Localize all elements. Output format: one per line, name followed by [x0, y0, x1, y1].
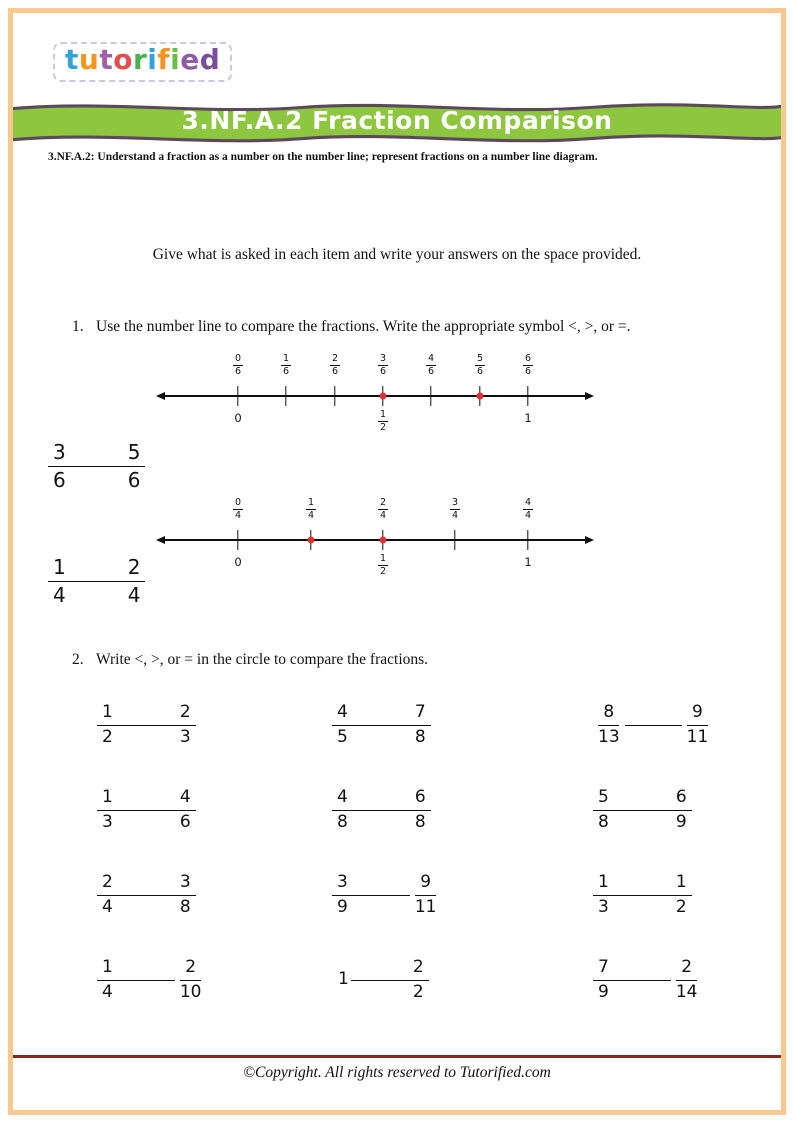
comparison-item — [97, 703, 196, 747]
tick-fraction-label: 6 6 — [524, 353, 532, 377]
question-text: Write <, >, or = in the circle to compare the fractions. — [96, 651, 429, 668]
left-fraction — [48, 441, 71, 492]
logo-letter: t — [65, 43, 79, 76]
answer-blank[interactable] — [118, 980, 175, 981]
fraction-denominator: 5 — [337, 726, 348, 747]
tick-fraction-label: 2 4 — [379, 497, 387, 521]
fraction-denominator: 6 — [127, 468, 141, 492]
tick-mark — [527, 386, 528, 406]
right-fraction — [410, 703, 431, 747]
title-banner — [13, 94, 781, 148]
fraction-numerator: 7 — [593, 958, 614, 981]
whole-number: 1 — [338, 969, 349, 990]
fraction-numerator: 8 — [598, 703, 619, 726]
question2-prompt — [72, 651, 428, 669]
fraction-numerator: 1 — [97, 788, 118, 811]
right-fraction — [175, 958, 207, 1002]
fraction-denominator: 8 — [414, 726, 426, 747]
left-fraction — [593, 703, 625, 747]
plotted-point-dot — [477, 393, 484, 400]
fraction-numerator: 5 — [123, 441, 146, 467]
comparison-item — [593, 703, 713, 747]
axis-label-half: 1 2 — [379, 409, 387, 433]
right-fraction — [410, 873, 442, 917]
tick-mark — [334, 386, 335, 406]
answer-blank[interactable] — [71, 466, 123, 467]
numberline2-comparison — [48, 556, 145, 607]
answer-blank[interactable] — [614, 895, 671, 896]
right-fraction — [175, 873, 196, 917]
question1-prompt — [72, 318, 631, 336]
logo-letter: u — [78, 43, 100, 76]
tutorified-logo — [53, 42, 232, 82]
left-fraction — [593, 958, 614, 1002]
fraction-numerator: 3 — [332, 873, 353, 896]
logo-letter: i — [147, 43, 158, 76]
question-number: 1. — [72, 318, 84, 335]
answer-blank[interactable] — [353, 895, 410, 896]
logo-letter: r — [132, 43, 148, 76]
arrow-right-icon — [585, 536, 594, 544]
right-fraction — [410, 788, 431, 832]
plotted-point-dot — [380, 393, 387, 400]
fraction-denominator: 4 — [102, 896, 113, 917]
left-fraction — [332, 703, 353, 747]
question-text: Use the number line to compare the fractions. Write the appropriate symbol <, >, or =. — [96, 318, 631, 335]
answer-blank[interactable] — [353, 725, 410, 726]
fraction-numerator: 2 — [676, 958, 697, 981]
fraction-numerator: 7 — [410, 703, 431, 726]
fraction-numerator: 1 — [593, 873, 614, 896]
logo-letter: t — [99, 43, 114, 76]
fraction-denominator: 13 — [598, 726, 620, 747]
logo-letter: f — [157, 43, 171, 76]
answer-blank[interactable] — [351, 980, 408, 981]
tick-fraction-label: 0 4 — [234, 497, 242, 521]
right-fraction — [175, 788, 196, 832]
tick-fraction-label: 3 4 — [451, 497, 459, 521]
fraction-numerator: 4 — [332, 703, 353, 726]
answer-blank[interactable] — [71, 581, 123, 582]
tick-fraction-label: 3 6 — [379, 353, 387, 377]
fraction-denominator: 4 — [127, 583, 141, 607]
axis-label-half: 1 2 — [379, 553, 387, 577]
tick-fraction-label: 1 6 — [282, 353, 290, 377]
fraction-denominator: 6 — [53, 468, 66, 492]
fraction-numerator: 1 — [671, 873, 692, 896]
left-fraction — [97, 703, 118, 747]
answer-blank[interactable] — [614, 810, 671, 811]
answer-blank[interactable] — [118, 725, 175, 726]
fraction-denominator: 10 — [179, 981, 202, 1002]
arrow-left-icon — [156, 536, 165, 544]
tick-fraction-label: 0 6 — [234, 353, 242, 377]
footer-divider — [13, 1055, 781, 1058]
logo-letter: d — [199, 43, 221, 76]
tick-fraction-label: 5 6 — [476, 353, 484, 377]
fraction-numerator: 3 — [48, 441, 71, 467]
comparison-item — [97, 958, 206, 1002]
tick-mark — [454, 530, 455, 550]
comparison-item — [593, 873, 692, 917]
right-fraction — [671, 958, 703, 1002]
axis-label-zero: 0 — [234, 411, 242, 425]
tick-fraction-label: 2 6 — [331, 353, 339, 377]
fraction-numerator: 1 — [97, 958, 118, 981]
right-fraction — [671, 788, 692, 832]
tick-fraction-label: 4 6 — [427, 353, 435, 377]
standard-description: 3.NF.A.2: Understand a fraction as a number on the number line; represent fractions on a number line diagram. — [48, 151, 598, 163]
fraction-denominator: 8 — [598, 811, 609, 832]
fraction-denominator: 2 — [675, 896, 687, 917]
tick-fraction-label: 1 4 — [307, 497, 315, 521]
left-fraction — [332, 873, 353, 917]
comparison-item — [332, 873, 441, 917]
fraction-denominator: 9 — [598, 981, 609, 1002]
fraction-denominator: 9 — [675, 811, 687, 832]
fraction-denominator: 3 — [102, 811, 113, 832]
plotted-point-dot — [380, 537, 387, 544]
fraction-numerator: 6 — [671, 788, 692, 811]
fraction-denominator: 3 — [598, 896, 609, 917]
fraction-denominator: 6 — [179, 811, 191, 832]
answer-blank[interactable] — [353, 810, 410, 811]
plotted-point-dot — [308, 537, 315, 544]
numberline1-comparison — [48, 441, 145, 492]
comparison-item — [593, 788, 692, 832]
axis-label-zero: 0 — [234, 555, 242, 569]
left-fraction — [97, 873, 118, 917]
fraction-denominator: 8 — [337, 811, 348, 832]
fraction-numerator: 5 — [593, 788, 614, 811]
right-fraction — [671, 873, 692, 917]
axis-label-one: 1 — [524, 411, 532, 425]
fraction-denominator: 8 — [414, 811, 426, 832]
fraction-denominator: 11 — [686, 726, 709, 747]
answer-blank[interactable] — [118, 810, 175, 811]
fraction-numerator: 2 — [123, 556, 146, 582]
tick-mark — [527, 530, 528, 550]
question-number: 2. — [72, 651, 84, 668]
left-fraction — [332, 788, 353, 832]
fraction-numerator: 2 — [180, 958, 201, 981]
left-fraction — [593, 873, 614, 917]
tick-mark — [237, 386, 238, 406]
left-fraction — [593, 788, 614, 832]
main-instruction: Give what is asked in each item and write your answers on the space provided. — [152, 246, 642, 263]
fraction-denominator: 9 — [337, 896, 348, 917]
left-fraction — [97, 788, 118, 832]
fraction-numerator: 6 — [410, 788, 431, 811]
logo-letter: i — [170, 43, 181, 76]
fraction-numerator: 2 — [408, 958, 429, 981]
fraction-numerator: 9 — [687, 703, 708, 726]
fraction-numerator: 2 — [97, 873, 118, 896]
number-line-axis — [165, 395, 585, 396]
comparison-item — [593, 958, 702, 1002]
right-fraction — [123, 556, 146, 607]
right-fraction — [408, 958, 429, 1002]
fraction-denominator: 4 — [102, 981, 113, 1002]
fraction-denominator: 8 — [179, 896, 191, 917]
fraction-denominator: 11 — [414, 896, 437, 917]
fraction-numerator: 4 — [332, 788, 353, 811]
logo-letter: e — [180, 43, 200, 76]
logo-letter: o — [113, 43, 133, 76]
axis-label-one: 1 — [524, 555, 532, 569]
fraction-numerator: 3 — [175, 873, 196, 896]
right-fraction — [175, 703, 196, 747]
comparison-item — [332, 788, 431, 832]
fraction-denominator: 4 — [53, 583, 66, 607]
fraction-numerator: 4 — [175, 788, 196, 811]
fraction-numerator: 9 — [415, 873, 436, 896]
comparison-item — [97, 788, 196, 832]
fraction-denominator: 14 — [675, 981, 698, 1002]
answer-blank[interactable] — [614, 980, 671, 981]
fraction-denominator: 3 — [179, 726, 191, 747]
number-line-axis — [165, 539, 585, 540]
left-fraction — [48, 556, 71, 607]
tick-mark — [237, 530, 238, 550]
arrow-right-icon — [585, 392, 594, 400]
tick-fraction-label: 4 4 — [524, 497, 532, 521]
number-line-sixths — [165, 350, 585, 442]
number-line-fourths — [165, 494, 585, 586]
worksheet-title: 3.NF.A.2 Fraction Comparison — [181, 105, 613, 135]
left-fraction — [97, 958, 118, 1002]
comparison-item — [97, 873, 196, 917]
fraction-numerator: 2 — [175, 703, 196, 726]
right-fraction — [682, 703, 714, 747]
answer-blank[interactable] — [118, 895, 175, 896]
arrow-left-icon — [156, 392, 165, 400]
fraction-numerator: 1 — [97, 703, 118, 726]
fraction-numerator: 1 — [48, 556, 71, 582]
fraction-denominator: 2 — [102, 726, 113, 747]
comparison-item — [332, 703, 431, 747]
tick-mark — [285, 386, 286, 406]
tick-mark — [430, 386, 431, 406]
comparison-item — [338, 958, 429, 1002]
right-fraction — [123, 441, 146, 492]
fraction-denominator: 2 — [412, 981, 424, 1002]
copyright-text: ©Copyright. All rights reserved to Tutorified.com — [243, 1064, 551, 1081]
answer-blank[interactable] — [625, 725, 682, 726]
